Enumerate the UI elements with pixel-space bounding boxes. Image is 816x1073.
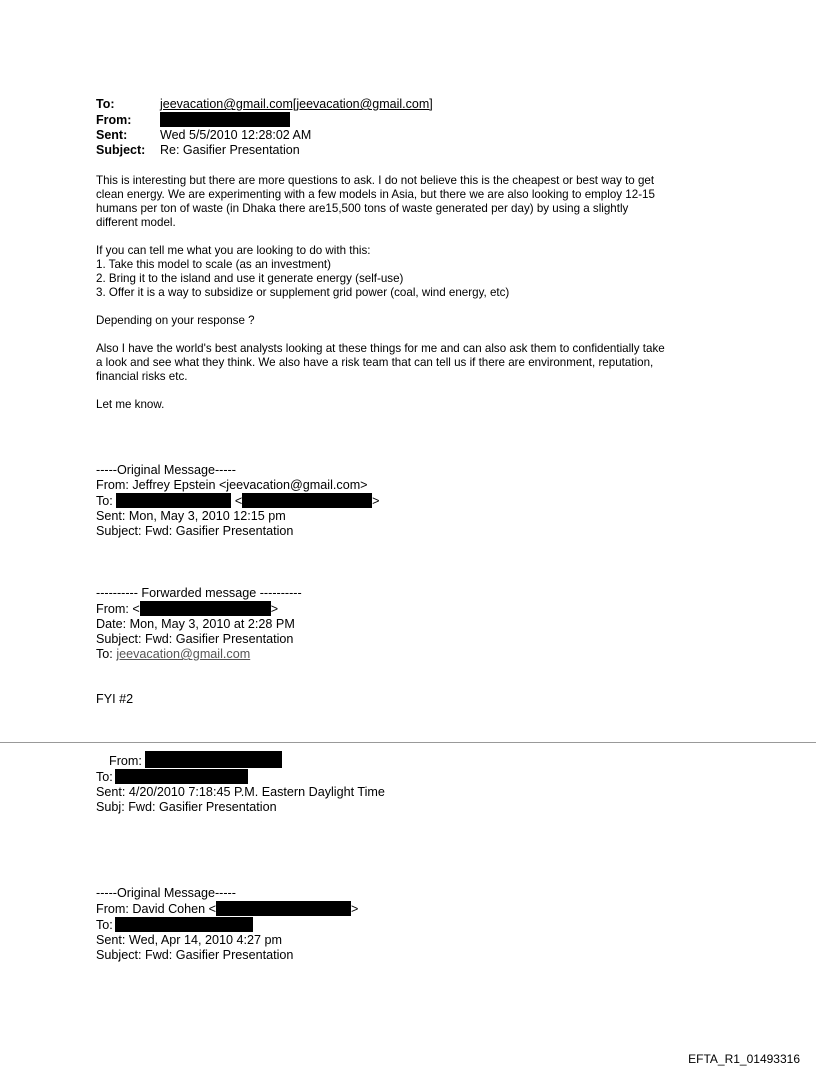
- list-item: 1. Take this model to scale (as an investment): [96, 258, 331, 271]
- body-line: clean energy. We are experimenting with a few models in Asia, but there we are also looking to employ 12-15: [96, 188, 655, 201]
- from-prefix: From: David Cohen <: [96, 902, 217, 916]
- to-prefix: To:: [96, 494, 113, 508]
- redaction-box: [160, 112, 290, 127]
- fwd-to: [96, 647, 302, 662]
- forwarded-title: ---------- Forwarded message ----------: [96, 586, 302, 600]
- forwarded-message: [96, 586, 302, 707]
- to-label: To:: [96, 97, 115, 111]
- body-paragraph-3: Depending on your response ?: [96, 314, 255, 327]
- aol-header: [96, 751, 385, 815]
- from-prefix: From: <: [96, 602, 140, 616]
- fyi-note: FYI #2: [96, 692, 134, 706]
- orig2-to: [96, 917, 358, 933]
- orig2-sent: Sent: Wed, Apr 14, 2010 4:27 pm: [96, 933, 282, 947]
- orig2-subject: Subject: Fwd: Gasifier Presentation: [96, 948, 294, 962]
- original-message-title: -----Original Message-----: [96, 886, 236, 900]
- header-to-row: [96, 97, 433, 112]
- body-line: Also I have the world's best analysts looking at these things for me and can also ask them to confidentially take: [96, 342, 665, 355]
- original-message-2: [96, 886, 358, 963]
- fwd-subject: Subject: Fwd: Gasifier Presentation: [96, 632, 294, 646]
- sent-value: Wed 5/5/2010 12:28:02 AM: [160, 128, 312, 142]
- email-link[interactable]: jeevacation@gmail.com: [116, 647, 251, 661]
- body-line: humans per ton of waste (in Dhaka there are15,500 tons of waste generated per day) by using a slightly: [96, 202, 629, 215]
- redaction-box: [116, 493, 231, 508]
- to-address[interactable]: jeevacation@gmail.com[jeevacation@gmail.com]: [160, 97, 433, 111]
- orig1-sent: Sent: Mon, May 3, 2010 12:15 pm: [96, 509, 286, 523]
- orig2-from: [96, 901, 358, 917]
- fwd-date: Date: Mon, May 3, 2010 at 2:28 PM: [96, 617, 295, 631]
- document-id: EFTA_R1_01493316: [688, 1052, 800, 1066]
- redaction-box: [140, 601, 271, 616]
- aol-subj: Subj: Fwd: Gasifier Presentation: [96, 800, 277, 814]
- original-message-title: -----Original Message-----: [96, 463, 236, 477]
- orig1-to: [96, 493, 380, 509]
- body-line: different model.: [96, 216, 176, 229]
- to-label: To:: [96, 918, 113, 932]
- header-sent-row: [96, 128, 433, 143]
- angle-open: <: [234, 494, 243, 508]
- message-body: [96, 174, 665, 412]
- aol-to: [96, 769, 385, 785]
- fwd-from: [96, 601, 302, 617]
- angle-close: >: [372, 494, 380, 508]
- orig1-subject: Subject: Fwd: Gasifier Presentation: [96, 524, 294, 538]
- redaction-box: [216, 901, 351, 916]
- email-header: [96, 97, 433, 158]
- body-line: a look and see what they think. We also have a risk team that can tell us if there are environment, reputation,: [96, 356, 654, 369]
- angle-close: >: [351, 902, 359, 916]
- body-line: If you can tell me what you are looking to do with this:: [96, 244, 371, 257]
- subject-label: Subject:: [96, 143, 146, 157]
- subject-value: Re: Gasifier Presentation: [160, 143, 300, 157]
- header-from-row: [96, 112, 433, 128]
- from-label: From:: [109, 754, 142, 768]
- body-line: This is interesting but there are more questions to ask. I do not believe this is the cheapest or best way to get: [96, 174, 655, 187]
- redaction-box: [115, 769, 248, 784]
- section-divider: [0, 742, 816, 743]
- body-line: financial risks etc.: [96, 370, 188, 383]
- redaction-box: [115, 917, 253, 932]
- angle-close: >: [270, 602, 279, 616]
- aol-from: [96, 751, 385, 769]
- body-paragraph-2: [96, 244, 665, 300]
- redaction-box: [242, 493, 372, 508]
- redaction-box: [145, 751, 282, 768]
- list-item: 2. Bring it to the island and use it generate energy (self-use): [96, 272, 404, 285]
- aol-sent: Sent: 4/20/2010 7:18:45 P.M. Eastern Daylight Time: [96, 785, 385, 799]
- original-message-1: [96, 463, 380, 539]
- sent-label: Sent:: [96, 128, 128, 142]
- body-paragraph-5: Let me know.: [96, 398, 165, 411]
- list-item: 3. Offer it is a way to subsidize or supplement grid power (coal, wind energy, etc): [96, 286, 510, 299]
- from-label: From:: [96, 113, 132, 127]
- orig1-from: From: Jeffrey Epstein <jeevacation@gmail.com>: [96, 478, 368, 492]
- to-prefix: To:: [96, 647, 117, 661]
- to-label: To:: [96, 770, 113, 784]
- body-paragraph-4: [96, 342, 665, 384]
- header-subject-row: [96, 143, 433, 158]
- body-paragraph-1: [96, 174, 665, 230]
